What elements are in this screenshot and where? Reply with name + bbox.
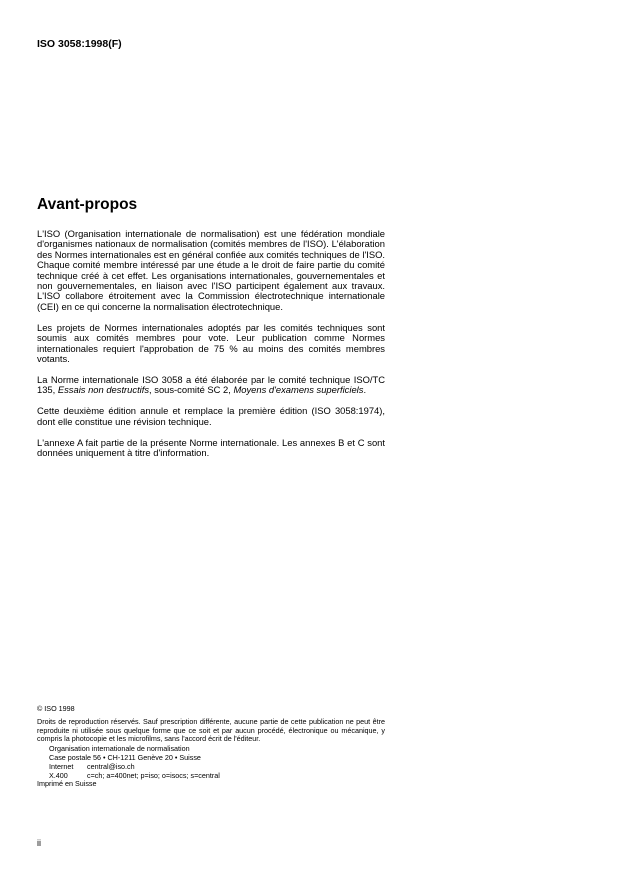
committee-text-2: , sous-comité SC 2, xyxy=(149,384,234,396)
copyright-block xyxy=(37,705,385,789)
page-number: ii xyxy=(37,838,41,848)
x400-label: X.400 xyxy=(49,770,68,780)
x400-value: c=ch; a=400net; p=iso; o=isocs; s=central xyxy=(87,770,220,780)
copyright-line: © ISO 1998 xyxy=(37,704,75,713)
x400-row xyxy=(49,772,385,781)
rights-notice: Droits de reproduction réservés. Sauf prescription différente, aucune partie de cette publication ne peut être reproduite ni utilisée sous quelque forme que ce soit et par aucun procédé, électronique ou mécanique, y compris la photocopie et les microfilms, sans l'accord écrit de l'éditeur. xyxy=(37,716,385,744)
paragraph-iso-overview: L'ISO (Organisation internationale de normalisation) est une fédération mondiale d'organismes nationaux de normalisation (comités membres de l'ISO). L'élaboration des Normes internationales est en général confiée aux comités techniques de l'ISO. Chaque comité membre intéressé par une étude a le droit de faire partie du comité technique créé à cet effet. Les organisations internationales, gouvernementales et non gouvernementales, en liaison avec l'ISO participent également aux travaux. L'ISO collabore étroitement avec la Commission électrotechnique internationale (CEI) en ce qui concerne la normalisation électrotechnique. xyxy=(37,228,385,312)
printed-in: Imprimé en Suisse xyxy=(37,779,97,789)
internet-label: Internet xyxy=(49,761,74,771)
section-title: Avant-propos xyxy=(37,196,138,213)
paragraph-annexes: L'annexe A fait partie de la présente Norme internationale. Les annexes B et C sont données uniquement à titre d'information. xyxy=(37,436,385,458)
committee-text-1: La Norme internationale ISO 3058 a été élaborée par le comité technique ISO/TC 135, xyxy=(37,373,385,396)
postal-address: Case postale 56 • CH-1211 Genève 20 • Suisse xyxy=(49,752,201,762)
paragraph-voting: Les projets de Normes internationales adoptés par les comités techniques sont soumis aux comités membres pour vote. Leur publication comme Normes internationales requiert l'approbation de 75 % au moins des comités membres votants. xyxy=(37,321,385,364)
publisher-address xyxy=(37,745,385,780)
document-reference: ISO 3058:1998(F) xyxy=(37,38,122,50)
internet-value: central@iso.ch xyxy=(87,761,135,771)
paragraph-edition: Cette deuxième édition annule et remplace la première édition (ISO 3058:1974), dont elle constitue une révision technique. xyxy=(37,405,385,427)
committee-name: Essais non destructifs xyxy=(57,384,150,396)
subcommittee-name: Moyens d'examens superficiels xyxy=(233,384,364,396)
committee-text-3: . xyxy=(363,384,367,396)
foreword-body xyxy=(37,229,385,469)
organisation-name: Organisation internationale de normalisation xyxy=(49,744,190,754)
paragraph-committee xyxy=(37,375,385,396)
